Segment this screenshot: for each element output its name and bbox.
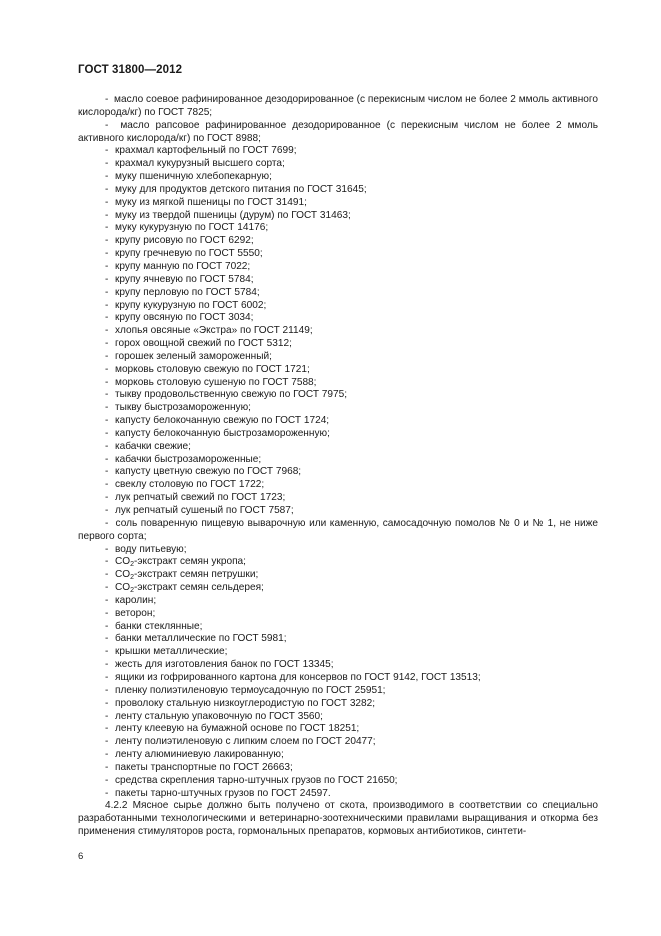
list-item <box>78 171 598 184</box>
list-dash: - <box>105 633 109 645</box>
list-item <box>78 300 598 313</box>
list-item <box>78 145 598 158</box>
paragraph-text: соль поваренную пищевую выварочную или каменную, самосадочную помолов № 0 и № 1, не ниже первого сорта; <box>78 517 598 542</box>
list-dash: - <box>105 646 109 658</box>
list-item-text: тыкву быстрозамороженную; <box>115 402 251 414</box>
list-item-text: кабачки свежие; <box>115 440 191 452</box>
list-dash: - <box>105 312 109 324</box>
list-item-text: крупу ячневую по ГОСТ 5784; <box>115 273 254 285</box>
list-dash: - <box>105 607 109 619</box>
list-item <box>78 210 598 223</box>
list-dash: - <box>105 402 109 414</box>
list-item <box>78 608 598 621</box>
list-item <box>78 723 598 736</box>
co2-label: CO <box>115 569 131 581</box>
list-dash: - <box>105 684 109 696</box>
list-item-text: крупу овсяную по ГОСТ 3034; <box>115 312 254 324</box>
list-item <box>78 235 598 248</box>
list-item-text: воду питьевую; <box>115 543 187 555</box>
document-body <box>78 94 598 839</box>
list-item <box>78 762 598 775</box>
list-dash: - <box>105 363 109 375</box>
list-item <box>78 672 598 685</box>
list-item <box>78 479 598 492</box>
list-item-text: крупу рисовую по ГОСТ 6292; <box>115 235 254 247</box>
list-item-text: муку из твердой пшеницы (дурум) по ГОСТ 31463; <box>115 209 351 221</box>
list-dash: - <box>105 479 109 491</box>
list-item <box>78 364 598 377</box>
list-item-text: крышки металлические; <box>115 646 228 658</box>
list-dash: - <box>105 723 109 735</box>
co2-subscript: 2 <box>130 561 135 569</box>
list-dash: - <box>105 556 109 568</box>
list-dash: - <box>105 427 109 439</box>
list-item-text: проволоку стальную низкоуглеродистую по ГОСТ 3282; <box>115 697 376 709</box>
list-dash: - <box>105 171 109 183</box>
list-dash: - <box>105 350 109 362</box>
list-item <box>78 685 598 698</box>
list-item <box>78 454 598 467</box>
list-dash: - <box>105 209 109 221</box>
list-dash: - <box>105 196 109 208</box>
list-item-text: ящики из гофрированного картона для консервов по ГОСТ 9142, ГОСТ 13513; <box>115 671 481 683</box>
list-item <box>78 749 598 762</box>
list-dash: - <box>105 158 109 170</box>
list-dash: - <box>105 543 109 555</box>
list-dash: - <box>105 145 109 157</box>
list-item-text: пакеты транспортные по ГОСТ 26663; <box>115 761 293 773</box>
list-item <box>78 274 598 287</box>
list-dash: - <box>105 787 109 799</box>
list-item-text: крупу манную по ГОСТ 7022; <box>115 260 251 272</box>
list-item <box>78 466 598 479</box>
list-dash: - <box>105 325 109 337</box>
list-item <box>78 428 598 441</box>
list-dash: - <box>105 620 109 632</box>
section-4-2-2: 4.2.2 Мясное сырье должно быть получено от скота, производимого в соответствии со специально разработанными технологическими и ветеринарно-зоотехническими правилами выращивания и откорма без применения стимуляторов роста, гормональных препаратов, кормовых антибиотиков, синтети- <box>78 800 598 838</box>
list-item-text: лук репчатый сушеный по ГОСТ 7587; <box>115 505 294 516</box>
list-dash: - <box>105 338 109 350</box>
paragraph-salt <box>78 518 598 544</box>
list-dash: - <box>105 119 109 131</box>
list-dash: - <box>105 749 109 761</box>
co2-label: CO <box>115 582 131 594</box>
list-item-text: средства скрепления тарно-штучных грузов по ГОСТ 21650; <box>115 774 398 786</box>
list-item <box>78 505 598 518</box>
list-item-text: крахмал кукурузный высшего сорта; <box>115 158 285 170</box>
document-header: ГОСТ 31800—2012 <box>78 64 183 76</box>
list-item <box>78 788 598 801</box>
list-item-text: каролин; <box>115 594 157 606</box>
list-dash: - <box>105 222 109 234</box>
list-item <box>78 544 598 557</box>
list-dash: - <box>105 774 109 786</box>
list-item-text: жесть для изготовления банок по ГОСТ 13345; <box>115 659 334 671</box>
list-item-text: муку пшеничную хлебопекарную; <box>115 171 272 183</box>
list-dash: - <box>105 376 109 388</box>
list-item-text: пакеты тарно-штучных грузов по ГОСТ 24597. <box>115 787 331 799</box>
list-item <box>78 441 598 454</box>
list-dash: - <box>105 248 109 260</box>
list-dash: - <box>105 736 109 748</box>
list-item <box>78 582 598 595</box>
list-dash: - <box>105 671 109 683</box>
list-item-text: -экстракт семян укропа; <box>134 556 246 568</box>
list-item <box>78 377 598 390</box>
list-item <box>78 492 598 505</box>
list-dash: - <box>105 761 109 773</box>
list-item <box>78 595 598 608</box>
list-dash: - <box>105 453 109 465</box>
list-dash: - <box>105 492 109 504</box>
list-dash: - <box>105 260 109 272</box>
list-item-text: ленту клеевую на бумажной основе по ГОСТ 18251; <box>115 723 360 735</box>
list-item-text: -экстракт семян петрушки; <box>134 569 259 581</box>
list-item-text: веторон; <box>115 607 156 619</box>
list-item <box>78 736 598 749</box>
list-item-text: банки металлические по ГОСТ 5981; <box>115 633 287 645</box>
list-dash: - <box>105 94 109 105</box>
list-item-text: лук репчатый свежий по ГОСТ 1723; <box>115 492 286 504</box>
packaging-list <box>78 595 598 801</box>
list-item <box>78 184 598 197</box>
list-item-text: ленту полиэтиленовую с липким слоем по ГОСТ 20477; <box>115 736 376 748</box>
list-item <box>78 312 598 325</box>
list-dash: - <box>105 286 109 298</box>
co2-subscript: 2 <box>130 574 135 582</box>
list-item-text: крупу перловую по ГОСТ 5784; <box>115 286 260 298</box>
list-item <box>78 402 598 415</box>
list-item <box>78 569 598 582</box>
list-item-text: крахмал картофельный по ГОСТ 7699; <box>115 145 297 157</box>
list-item <box>78 158 598 171</box>
list-dash: - <box>105 594 109 606</box>
list-item <box>78 261 598 274</box>
list-item-text: горошек зеленый замороженный; <box>115 350 272 362</box>
list-item-text: пленку полиэтиленовую термоусадочную по ГОСТ 25951; <box>115 684 386 696</box>
list-item-text: ленту алюминиевую лакированную; <box>115 749 284 761</box>
co2-subscript: 2 <box>130 587 135 595</box>
list-dash: - <box>105 505 109 516</box>
list-item-text: капусту цветную свежую по ГОСТ 7968; <box>115 466 302 478</box>
list-item-text: муку из мягкой пшеницы по ГОСТ 31491; <box>115 196 307 208</box>
list-dash: - <box>105 659 109 671</box>
list-dash: - <box>105 273 109 285</box>
list-dash: - <box>105 710 109 722</box>
list-item <box>78 775 598 788</box>
list-item <box>78 389 598 402</box>
paragraph-text: масло соевое рафинированное дезодорированное (с перекисным числом не более 2 ммоль активного кислорода/кг) по ГОСТ 7825; <box>78 94 598 118</box>
list-item-text: муку для продуктов детского питания по ГОСТ 31645; <box>115 183 367 195</box>
list-item-text: банки стеклянные; <box>115 620 203 632</box>
list-item <box>78 338 598 351</box>
list-item-text: крупу кукурузную по ГОСТ 6002; <box>115 299 267 311</box>
list-item-text: муку кукурузную по ГОСТ 14176; <box>115 222 269 234</box>
list-item <box>78 222 598 235</box>
list-dash: - <box>105 389 109 401</box>
list-item <box>78 287 598 300</box>
list-item <box>78 698 598 711</box>
list-dash: - <box>105 183 109 195</box>
list-item-text: горох овощной свежий по ГОСТ 5312; <box>115 338 292 350</box>
list-item-text: ленту стальную упаковочную по ГОСТ 3560; <box>115 710 323 722</box>
ingredient-list <box>78 145 598 517</box>
list-item-text: хлопья овсяные «Экстра» по ГОСТ 21149; <box>115 325 313 337</box>
list-item-text: кабачки быстрозамороженные; <box>115 453 262 465</box>
list-dash: - <box>105 697 109 709</box>
list-dash: - <box>105 415 109 427</box>
list-dash: - <box>105 466 109 478</box>
list-item <box>78 415 598 428</box>
list-item-text: свеклу столовую по ГОСТ 1722; <box>115 479 265 491</box>
list-dash: - <box>105 299 109 311</box>
paragraph-text: масло рапсовое рафинированное дезодорированное (с перекисным числом не более 2 ммоль активного кислорода/кг) по ГОСТ 8988; <box>78 119 598 144</box>
list-dash: - <box>105 517 109 529</box>
list-item-text: -экстракт семян сельдерея; <box>134 582 264 594</box>
list-item-text: тыкву продовольственную свежую по ГОСТ 7975; <box>115 389 348 401</box>
list-item-text: капусту белокочанную свежую по ГОСТ 1724; <box>115 415 330 427</box>
list-item-text: морковь столовую сушеную по ГОСТ 7588; <box>115 376 317 388</box>
list-item <box>78 711 598 724</box>
list-item-text: морковь столовую свежую по ГОСТ 1721; <box>115 363 310 375</box>
list-item-text: крупу гречневую по ГОСТ 5550; <box>115 248 263 260</box>
list-item <box>78 351 598 364</box>
paragraph-soybean-oil <box>78 94 598 120</box>
list-item <box>78 621 598 634</box>
list-item <box>78 659 598 672</box>
co2-label: CO <box>115 556 131 568</box>
list-dash: - <box>105 582 109 594</box>
list-dash: - <box>105 440 109 452</box>
list-item-text: капусту белокочанную быстрозамороженную; <box>115 427 330 439</box>
list-dash: - <box>105 569 109 581</box>
list-item <box>78 325 598 338</box>
list-item <box>78 556 598 569</box>
list-item <box>78 197 598 210</box>
list-item <box>78 248 598 261</box>
list-dash: - <box>105 235 109 247</box>
list-item <box>78 633 598 646</box>
list-item <box>78 646 598 659</box>
page-number: 6 <box>78 851 84 862</box>
paragraph-rapeseed-oil <box>78 120 598 146</box>
